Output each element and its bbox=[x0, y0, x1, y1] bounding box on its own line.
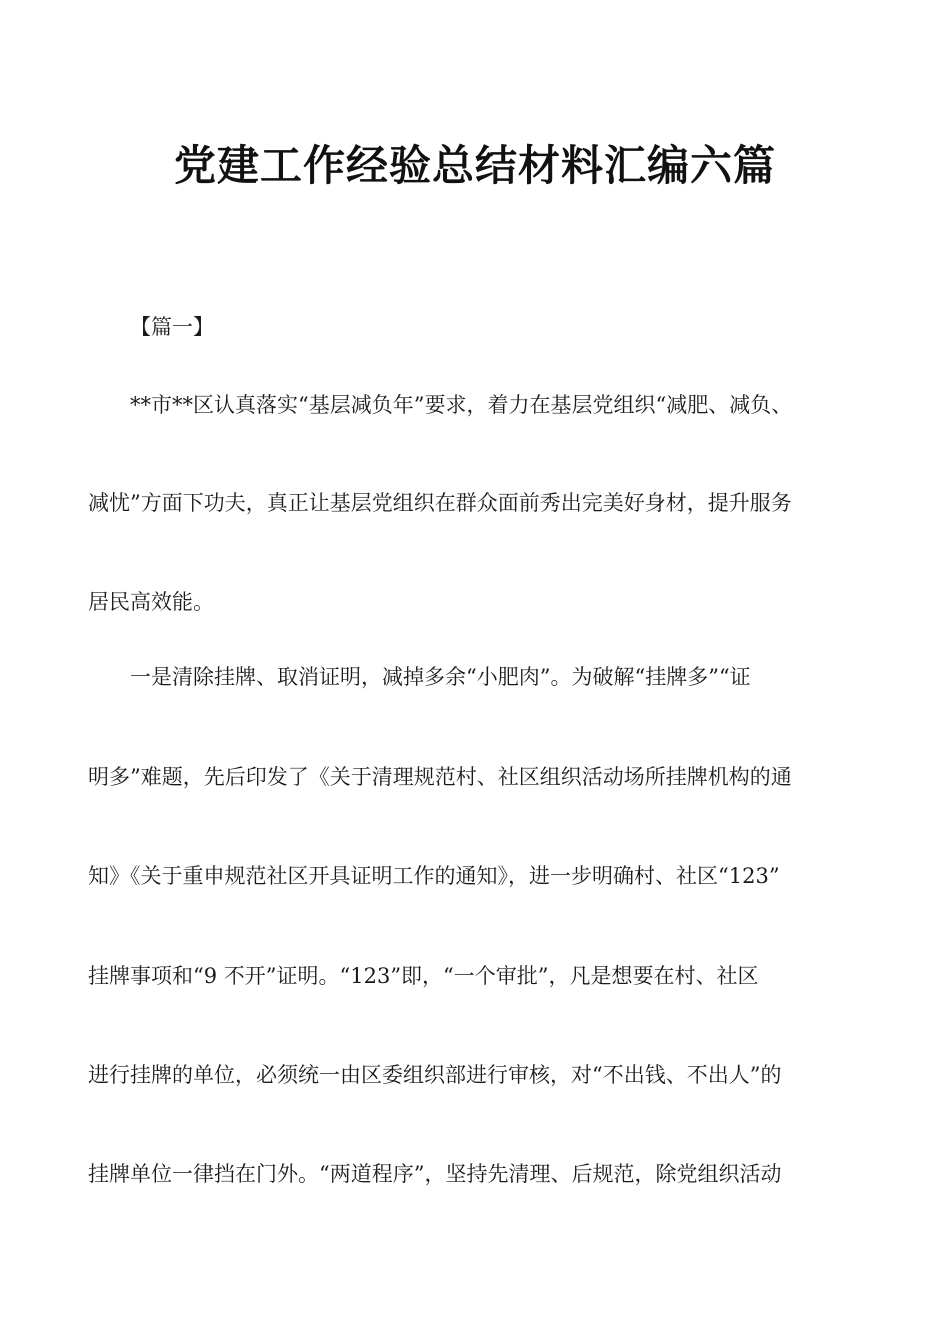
paragraph-2-line-3: 知》《关于重申规范社区开具证明工作的通知》，进一步明确村、社区“123” bbox=[88, 864, 780, 888]
paragraph-1-line-3: 居民高效能。 bbox=[88, 590, 214, 614]
document-title: 党建工作经验总结材料汇编六篇 bbox=[173, 141, 776, 190]
paragraph-1-line-2: 减忧”方面下功夫，真正让基层党组织在群众面前秀出完美好身材，提升服务 bbox=[88, 491, 792, 515]
paragraph-2-line-6: 挂牌单位一律挡在门外。“两道程序”，坚持先清理、后规范，除党组织活动 bbox=[88, 1162, 782, 1186]
paragraph-2-line-2: 明多”难题，先后印发了《关于清理规范村、社区组织活动场所挂牌机构的通 bbox=[88, 765, 792, 789]
paragraph-2-line-5: 进行挂牌的单位，必须统一由区委组织部进行审核，对“不出钱、不出人”的 bbox=[88, 1063, 782, 1087]
paragraph-1-line-1: **市**区认真落实“基层减负年”要求，着力在基层党组织“减肥、减负、 bbox=[130, 393, 793, 417]
paragraph-2-line-4: 挂牌事项和“9 不开”证明。“123”即，“一个审批”，凡是想要在村、社区 bbox=[88, 964, 759, 988]
section-label: 【篇一】 bbox=[130, 315, 214, 339]
paragraph-2-line-1: 一是清除挂牌、取消证明，减掉多余“小肥肉”。为破解“挂牌多”“证 bbox=[130, 665, 751, 689]
